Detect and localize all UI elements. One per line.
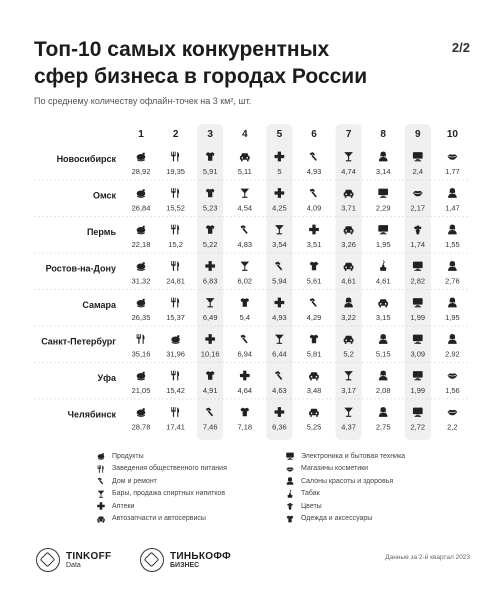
food-icon	[171, 188, 179, 198]
pharmacy-icon	[309, 225, 319, 235]
cell-value: 17,41	[166, 422, 185, 432]
auto-icon	[309, 372, 319, 380]
legend-label: Салоны красоты и здоровья	[301, 477, 394, 485]
legend-label: Дом и ремонт	[112, 477, 157, 485]
cell-value: 5,94	[272, 276, 287, 286]
cosmetics-icon	[448, 154, 458, 159]
cell-value: 5,15	[375, 349, 391, 359]
cosmetics-icon	[448, 410, 458, 415]
products-icon	[137, 299, 146, 307]
cell-value: 4,93	[272, 313, 287, 322]
cell-value: 4,54	[237, 203, 253, 213]
clothes-icon	[310, 262, 319, 271]
city-label: Самара	[82, 300, 116, 310]
salons-icon	[379, 371, 388, 381]
legend-item-pharmacy	[96, 500, 227, 513]
cell-value: 6,02	[237, 276, 253, 286]
cell-value: 1,77	[445, 167, 460, 176]
cell-value: 5,81	[306, 349, 322, 359]
cell-value: 4,63	[272, 386, 287, 395]
title-line-2: сфер бизнеса в городах России	[34, 65, 368, 88]
products-icon	[96, 451, 106, 461]
legend-item-electronics	[285, 450, 405, 463]
products-icon	[137, 372, 146, 380]
cell-value: 2,4	[412, 167, 424, 176]
legend-item-home	[96, 475, 227, 488]
cell-value: 1,74	[410, 240, 426, 249]
legend-item-food	[96, 463, 227, 476]
cell-value: 6,83	[202, 276, 218, 286]
salons-icon	[448, 298, 457, 308]
food-icon	[96, 464, 106, 474]
home-icon	[96, 476, 106, 486]
cell-value: 4,83	[237, 240, 253, 249]
city-label: Ростов-на-Дону	[45, 263, 116, 274]
legend-label: Продукты	[112, 452, 144, 460]
rank-header: 10	[446, 129, 458, 140]
cell-value: 5,91	[202, 167, 218, 176]
cell-value: 31,32	[131, 276, 151, 286]
cell-value: 26,84	[131, 203, 151, 213]
cell-value: 3,51	[306, 240, 322, 249]
bars-icon	[240, 262, 249, 271]
cell-value: 2,92	[445, 349, 460, 359]
food-icon	[171, 225, 179, 235]
legend-label: Автозапчасти и автосервисы	[112, 515, 206, 523]
cell-value: 4,29	[306, 313, 322, 322]
home-icon	[310, 152, 317, 161]
food-icon	[171, 152, 179, 162]
cell-value: 2,17	[410, 203, 426, 213]
products-icon	[137, 189, 146, 197]
cosmetics-icon	[285, 464, 295, 474]
food-icon	[171, 407, 179, 417]
legend-right	[285, 450, 405, 525]
home-icon	[240, 335, 247, 344]
cell-value: 24,81	[166, 276, 185, 286]
chart-subtitle: По среднему количеству офлайн-точек на 3 км², шт.	[34, 96, 252, 106]
legend-label: Табак	[301, 490, 320, 498]
products-icon	[137, 408, 146, 416]
legend-label: Бары, продажа спиртных напитков	[112, 490, 226, 498]
cell-value: 1,99	[410, 313, 426, 322]
auto-icon	[309, 409, 319, 417]
cell-value: 21,05	[131, 386, 151, 395]
salons-icon	[379, 152, 388, 162]
cell-value: 2,2	[447, 422, 458, 432]
cell-value: 1,55	[445, 240, 460, 249]
cell-value: 5,11	[237, 167, 252, 176]
products-icon	[137, 153, 146, 161]
food-icon	[137, 334, 145, 344]
legend-item-salons	[285, 475, 405, 488]
cell-value: 2,82	[410, 276, 426, 286]
electronics-icon	[378, 189, 388, 198]
cell-value: 1,99	[410, 386, 426, 395]
legend-item-cosmetics	[285, 463, 405, 476]
rank-header: 9	[415, 129, 421, 140]
cell-value: 31,96	[166, 349, 185, 359]
products-icon	[137, 262, 146, 270]
cell-value: 26,35	[131, 313, 151, 322]
food-icon	[171, 298, 179, 308]
logo-sub: БИЗНЕС	[170, 562, 200, 569]
rank-header: 2	[172, 129, 179, 140]
cell-value: 19,35	[166, 167, 185, 176]
legend-label: Аптеки	[112, 502, 135, 510]
cell-value: 3,54	[272, 240, 287, 249]
cell-value: 28,78	[131, 422, 151, 432]
cell-value: 35,16	[131, 349, 151, 359]
legend-label: Одежда и аксессуары	[301, 515, 373, 523]
cell-value: 5,22	[202, 240, 218, 249]
city-label: Новосибирск	[56, 154, 116, 164]
cell-value: 3,09	[410, 349, 426, 359]
cell-value: 5,2	[343, 349, 354, 359]
legend-item-flowers	[285, 500, 405, 513]
legend-item-auto	[96, 513, 227, 526]
cell-value: 2,75	[375, 422, 391, 432]
cell-value: 3,17	[341, 386, 356, 395]
cell-value: 4,74	[341, 167, 356, 176]
cell-value: 4,64	[237, 386, 253, 395]
cell-value: 5,61	[306, 276, 322, 286]
tinkoff-business-logo	[140, 548, 231, 572]
clothes-icon	[240, 298, 249, 307]
rank-header: 8	[380, 129, 386, 140]
pharmacy-icon	[96, 501, 106, 511]
legend-item-bars	[96, 488, 227, 501]
cell-value: 4,37	[341, 422, 356, 432]
legend-label: Заведения общественного питания	[112, 465, 227, 473]
cell-value: 15,2	[168, 240, 183, 249]
salons-icon	[448, 334, 457, 344]
cell-value: 4,61	[375, 276, 391, 286]
cell-value: 5,25	[306, 422, 322, 432]
tinkoff-emblem-icon	[36, 548, 60, 572]
cell-value: 5	[277, 167, 282, 176]
cell-value: 4,91	[202, 386, 218, 395]
pharmacy-icon	[240, 371, 250, 381]
cell-value: 15,37	[166, 313, 185, 322]
legend-item-clothes	[285, 513, 405, 526]
legend-label: Цветы	[301, 502, 322, 510]
tobacco-icon	[380, 261, 386, 271]
logo-name: TINKOFF	[66, 551, 112, 562]
salons-icon	[448, 188, 457, 198]
salons-icon	[448, 225, 457, 235]
cell-value: 3,71	[341, 203, 356, 213]
rank-header: 6	[311, 129, 317, 140]
cell-value: 5,23	[202, 203, 218, 213]
cell-value: 6,49	[202, 313, 218, 322]
cell-value: 1,95	[445, 313, 460, 322]
cell-value: 6,94	[237, 349, 253, 359]
electronics-icon	[378, 225, 388, 234]
cell-value: 1,95	[375, 240, 391, 249]
bars-icon	[96, 489, 106, 499]
cell-value: 3,15	[375, 313, 391, 322]
logo-name: ТИНЬКОФФ	[170, 551, 231, 562]
clothes-icon	[310, 335, 319, 344]
auto-icon	[96, 514, 106, 524]
cell-value: 2,72	[410, 422, 426, 432]
cell-value: 15,52	[166, 203, 185, 213]
rank-header: 4	[242, 129, 248, 140]
rank-header: 5	[276, 129, 283, 140]
cell-value: 3,26	[341, 240, 356, 249]
salons-icon	[379, 407, 388, 417]
cell-value: 7,46	[202, 422, 218, 432]
salons-icon	[379, 334, 388, 344]
home-icon	[310, 189, 317, 198]
home-icon	[310, 298, 317, 307]
cell-value: 3,14	[375, 167, 391, 176]
cell-value: 10,16	[200, 349, 220, 359]
cell-value: 2,08	[375, 386, 391, 395]
food-icon	[171, 371, 179, 381]
cell-value: 2,76	[445, 276, 460, 286]
cell-value: 5,4	[239, 313, 251, 322]
legend-item-tobacco	[285, 488, 405, 501]
legend-item-products	[96, 450, 227, 463]
cosmetics-icon	[448, 373, 458, 378]
cell-value: 4,09	[306, 203, 322, 213]
tinkoff-emblem-icon	[140, 548, 164, 572]
legend-label: Магазины косметики	[301, 465, 369, 473]
cell-value: 6,44	[272, 349, 287, 359]
data-period-note: Данные за 2-й квартал 2023	[385, 554, 470, 561]
tinkoff-data-logo	[36, 548, 111, 572]
auto-icon	[240, 153, 250, 161]
cell-value: 22,18	[131, 240, 151, 249]
cell-value: 15,42	[166, 386, 185, 395]
rank-header: 3	[207, 129, 213, 140]
cell-value: 4,93	[306, 167, 322, 176]
cell-value: 28,92	[131, 167, 151, 176]
cell-value: 3,48	[306, 386, 322, 395]
salons-icon	[285, 476, 295, 486]
auto-icon	[378, 299, 388, 307]
salons-icon	[448, 261, 457, 271]
title-line-1: Топ-10 самых конкурентных	[34, 38, 330, 61]
city-label: Пермь	[86, 227, 116, 237]
rank-header: 1	[138, 129, 144, 140]
products-icon	[137, 226, 146, 234]
bars-icon	[240, 189, 249, 198]
cell-value: 4,61	[341, 276, 356, 286]
page-number: 2/2	[451, 40, 470, 55]
city-label: Уфа	[97, 373, 116, 383]
city-label: Омск	[92, 190, 116, 201]
tobacco-icon	[285, 489, 295, 499]
electronics-icon	[285, 451, 295, 461]
flowers-icon	[285, 501, 295, 511]
cell-value: 6,36	[272, 422, 287, 432]
products-icon	[171, 335, 180, 343]
food-icon	[171, 261, 179, 271]
home-icon	[240, 225, 247, 234]
cell-value: 2,29	[375, 203, 391, 213]
legend-left	[96, 450, 227, 525]
cell-value: 1,47	[445, 203, 460, 213]
cell-value: 3,22	[341, 313, 356, 322]
cell-value: 4,25	[272, 203, 287, 213]
rank-header: 7	[345, 129, 352, 140]
legend-label: Электроника и бытовая техника	[301, 452, 406, 460]
city-label: Санкт-Петербург	[41, 336, 116, 347]
cell-value: 7,18	[237, 422, 253, 432]
cell-value: 1,56	[445, 386, 460, 395]
clothes-icon	[240, 408, 249, 417]
city-label: Челябинск	[67, 409, 116, 420]
logo-sub: Data	[66, 562, 81, 569]
clothes-icon	[285, 514, 295, 524]
